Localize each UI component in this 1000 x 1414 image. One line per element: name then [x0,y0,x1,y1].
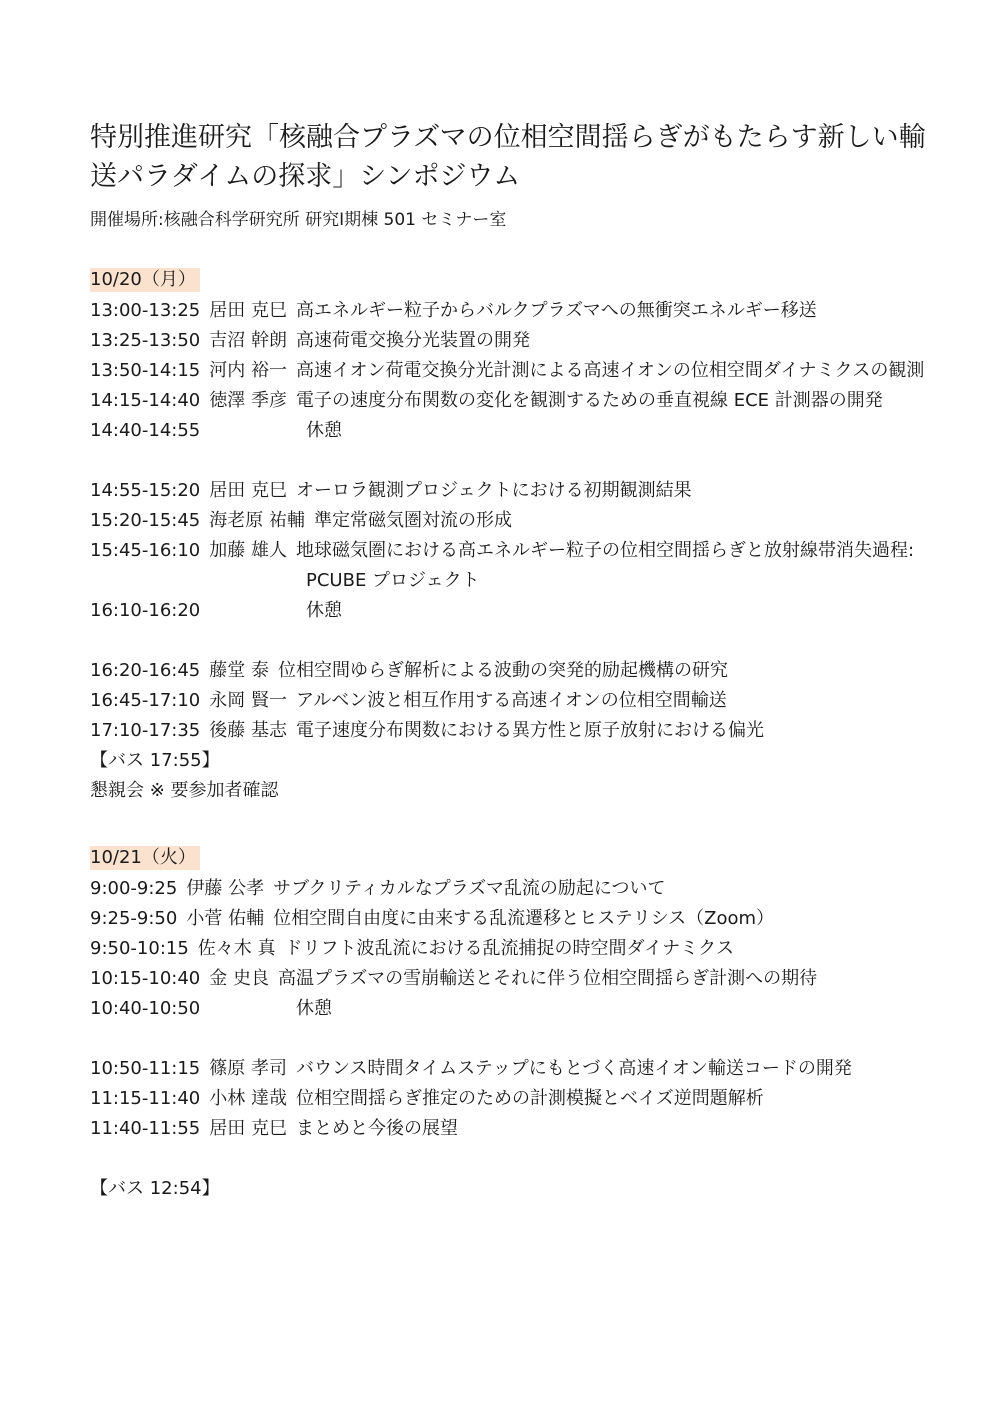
session-time: 10:40-10:50 [90,998,201,1019]
speaker-name: 居田 克巳 [209,1118,287,1139]
break-label: 休憩 [306,420,342,441]
talk-title: 電子速度分布関数における異方性と原子放射における偏光 [295,720,764,741]
speaker-name: 河内 裕一 [209,360,287,381]
speaker-name: 居田 克巳 [209,480,287,501]
talk-title: 地球磁気圏における高エネルギー粒子の位相空間揺らぎと放射線帯消失過程: [295,540,915,561]
schedule-row [90,934,970,964]
schedule-row [90,1114,970,1144]
bus-note: 【バス 12:54】 [90,1178,220,1199]
session-time: 16:20-16:45 [90,660,201,681]
talk-title: 位相空間ゆらぎ解析による波動の突発的励起機構の研究 [277,660,728,681]
schedule-row [90,874,970,904]
speaker-name: 藤堂 泰 [209,660,269,681]
talk-title: サブクリティカルなプラズマ乱流の励起について [273,878,666,899]
day-heading: 10/20（月） [90,268,200,292]
session-time: 9:50-10:15 [90,938,189,959]
session-time: 9:00-9:25 [90,878,178,899]
session-time: 16:10-16:20 [90,600,201,621]
break-row [90,596,970,626]
session-time: 11:15-11:40 [90,1088,201,1109]
session-time: 16:45-17:10 [90,690,201,711]
talk-title: 高エネルギー粒子からバルクプラズマへの無衝突エネルギー移送 [295,300,817,321]
schedule-row [90,476,970,506]
break-row [90,416,970,446]
speaker-name: 後藤 基志 [209,720,287,741]
talk-title: オーロラ観測プロジェクトにおける初期観測結果 [295,480,692,501]
session-time: 10:50-11:15 [90,1058,201,1079]
schedule-row [90,296,970,326]
session-time: 13:00-13:25 [90,300,201,321]
talk-title: 高温プラズマの雪崩輸送とそれに伴う位相空間揺らぎ計測への期待 [277,968,818,989]
talk-title: 電子の速度分布関数の変化を観測するための垂直視線 ECE 計測器の開発 [295,390,883,411]
speaker-name: 小菅 佑輔 [186,908,265,929]
schedule-row [90,506,970,536]
day-section-1 [90,268,970,806]
schedule-row [90,656,970,686]
schedule-row [90,686,970,716]
schedule-row [90,964,970,994]
speaker-name: 徳澤 季彦 [209,390,287,411]
break-row [90,994,970,1024]
schedule-row [90,356,970,386]
speaker-name: 伊藤 公孝 [186,878,265,899]
talk-title: 高速イオン荷電交換分光計測による高速イオンの位相空間ダイナミクスの観測 [295,360,925,381]
talk-title: 高速荷電交換分光装置の開発 [295,330,530,351]
schedule-row [90,1084,970,1114]
break-label: 休憩 [306,600,342,621]
session-time: 13:25-13:50 [90,330,201,351]
talk-title: 位相空間自由度に由来する乱流遷移とヒステリシス（Zoom） [273,908,775,929]
talk-title-continuation: PCUBE プロジェクト [306,570,480,591]
bus-note: 【バス 17:55】 [90,750,220,771]
speaker-name: 居田 克巳 [209,300,287,321]
day-section-2 [90,846,970,1204]
speaker-name: 加藤 雄人 [209,540,287,561]
day-heading: 10/21（火） [90,846,200,870]
speaker-name: 海老原 祐輔 [209,510,305,531]
schedule-row [90,716,970,746]
schedule-row [90,326,970,356]
talk-title: 準定常磁気圏対流の形成 [313,510,512,531]
session-time: 10:15-10:40 [90,968,201,989]
reception-note: 懇親会 ※ 要参加者確認 [90,780,279,801]
talk-title: 位相空間揺らぎ推定のための計測模擬とベイズ逆問題解析 [295,1088,764,1109]
session-time: 14:15-14:40 [90,390,201,411]
break-label: 休憩 [296,998,332,1019]
schedule-row [90,904,970,934]
speaker-name: 金 史良 [209,968,269,989]
speaker-name: 篠原 孝司 [209,1058,287,1079]
session-time: 11:40-11:55 [90,1118,201,1139]
session-time: 15:20-15:45 [90,510,201,531]
session-time: 14:55-15:20 [90,480,201,501]
session-time: 17:10-17:35 [90,720,201,741]
page-title: 特別推進研究「核融合プラズマの位相空間揺らぎがもたらす新しい輸送パラダイムの探求」シンポジウム [90,122,926,192]
session-time: 15:45-16:10 [90,540,201,561]
session-time: 9:25-9:50 [90,908,178,929]
speaker-name: 佐々木 真 [197,938,276,959]
talk-title: アルベン波と相互作用する高速イオンの位相空間輸送 [295,690,727,711]
talk-title: ドリフト波乱流における乱流捕捉の時空間ダイナミクス [284,938,734,959]
schedule-row [90,536,970,566]
schedule-row [90,386,970,416]
talk-title: まとめと今後の展望 [295,1118,458,1139]
speaker-name: 小林 達哉 [209,1088,287,1109]
schedule-row [90,1054,970,1084]
session-time: 13:50-14:15 [90,360,201,381]
speaker-name: 吉沼 幹朗 [209,330,287,351]
speaker-name: 永岡 賢一 [209,690,287,711]
talk-title: バウンス時間タイムステップにもとづく高速イオン輸送コードの開発 [295,1058,852,1079]
venue-line: 開催場所:核融合科学研究所 研究Ⅰ期棟 501 セミナー室 [90,210,507,230]
session-time: 14:40-14:55 [90,420,201,441]
